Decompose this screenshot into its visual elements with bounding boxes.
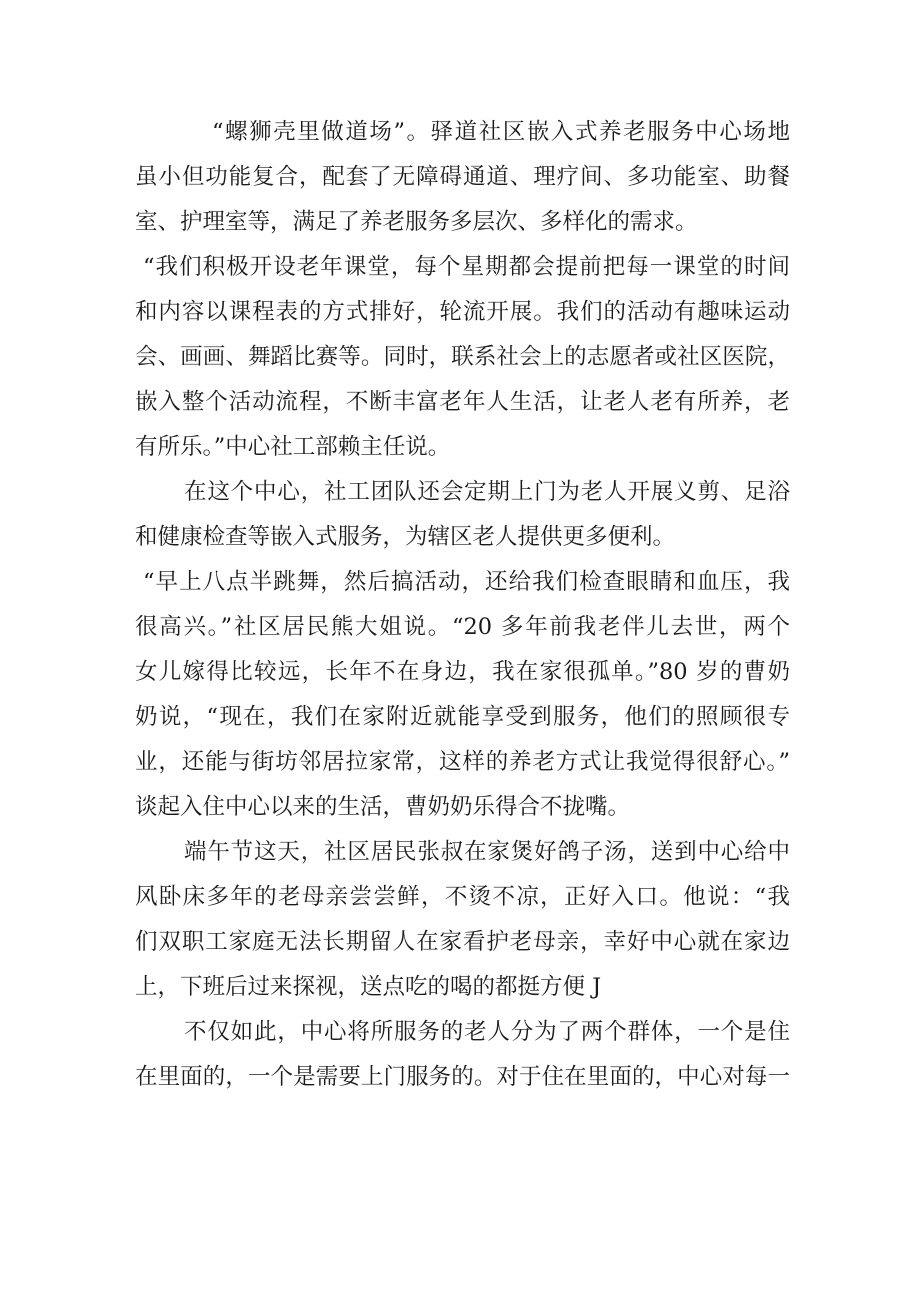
text-line-12: 很高兴。”社区居民熊大姐说。“20 多年前我老伴儿去世，两个 — [135, 614, 790, 640]
text-line-13: 女儿嫁得比较远，长年不在身边，我在家很孤单。”80 岁的曹奶 — [135, 659, 790, 685]
text-line-4: “我们积极开设老年课堂，每个星期都会提前把每一课堂的时间 — [143, 254, 790, 280]
text-line-21: 不仅如此，中心将所服务的老人分为了两个群体，一个是住 — [184, 1019, 790, 1045]
text-line-5: 和内容以课程表的方式排好，轮流开展。我们的活动有趣味运动 — [135, 299, 790, 325]
text-line-8: 有所乐。”中心社工部赖主任说。 — [135, 434, 451, 460]
text-line-9: 在这个中心，社工团队还会定期上门为老人开展义剪、足浴 — [184, 479, 790, 505]
text-line-1: “螺狮壳里做道场”。驿道社区嵌入式养老服务中心场地 — [212, 119, 790, 145]
text-line-11: “早上八点半跳舞，然后搞活动，还给我们检查眼睛和血压，我 — [143, 569, 790, 595]
text-line-20: 上，下班后过来探视，送点吃的喝的都挺方便 J — [135, 974, 602, 1000]
text-line-2: 虽小但功能复合，配套了无障碍通道、理疗间、多功能室、助餐 — [135, 164, 790, 190]
text-line-19: 们双职工家庭无法长期留人在家看护老母亲，幸好中心就在家边 — [135, 929, 790, 955]
text-line-14: 奶说，“现在，我们在家附近就能享受到服务，他们的照顾很专 — [135, 704, 790, 730]
text-line-17: 端午节这天，社区居民张叔在家煲好鸽子汤，送到中心给中 — [184, 839, 790, 865]
text-line-15: 业，还能与街坊邻居拉家常，这样的养老方式让我觉得很舒心。” — [135, 749, 790, 775]
text-line-6: 会、画画、舞蹈比赛等。同时，联系社会上的志愿者或社区医院， — [135, 344, 790, 370]
text-line-10: 和健康检查等嵌入式服务，为辖区老人提供更多便利。 — [135, 524, 676, 550]
text-line-18: 风卧床多年的老母亲尝尝鲜，不烫不凉，正好入口。他说：“我 — [135, 884, 790, 910]
text-line-22: 在里面的，一个是需要上门服务的。对于住在里面的，中心对每一 — [135, 1064, 790, 1090]
text-line-7: 嵌入整个活动流程，不断丰富老年人生活，让老人老有所养，老 — [135, 389, 790, 415]
text-line-3: 室、护理室等，满足了养老服务多层次、多样化的需求。 — [135, 209, 698, 235]
text-line-16: 谈起入住中心以来的生活，曹奶奶乐得合不拢嘴。 — [135, 794, 631, 820]
